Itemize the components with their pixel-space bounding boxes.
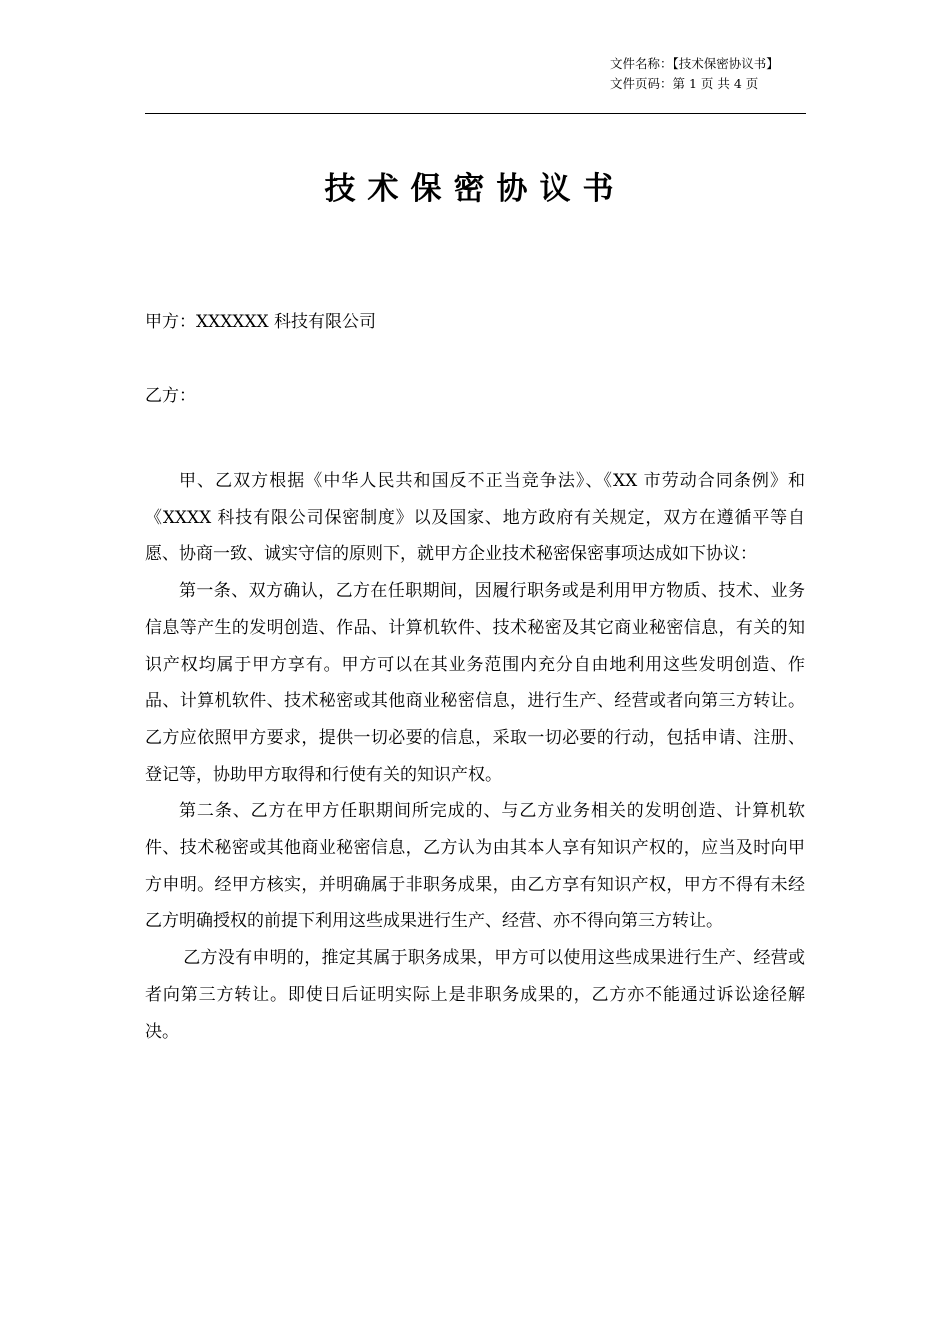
paragraph-article-2-continued: 乙方没有申明的，推定其属于职务成果，甲方可以使用这些成果进行生产、经营或者向第三方转让。即使日后证明实际上是非职务成果的，乙方亦不能通过诉讼途径解决。 bbox=[145, 948, 805, 1042]
header-divider bbox=[145, 113, 806, 114]
party-a-line: 甲方：XXXXXX 科技有限公司 bbox=[145, 312, 377, 332]
document-body bbox=[145, 463, 805, 1050]
paragraph-article-1: 第一条、双方确认，乙方在任职期间，因履行职务或是利用甲方物质、技术、业务信息等产生的发明创造、作品、计算机软件、技术秘密及其它商业秘密信息，有关的知识产权均属于甲方享有。甲方可以在其业务范围内充分自由地利用这些发明创造、作品、计算机软件、技术秘密或其他商业秘密信息，进行生产、经营或者向第三方转让。乙方应依照甲方要求，提供一切必要的信息，采取一切必要的行动，包括申请、注册、登记等，协助甲方取得和行使有关的知识产权。 bbox=[145, 581, 805, 785]
document-title: 技术保密协议书 bbox=[324, 171, 626, 207]
paragraph-article-2: 第二条、乙方在甲方任职期间所完成的、与乙方业务相关的发明创造、计算机软件、技术秘密或其他商业秘密信息，乙方认为由其本人享有知识产权的，应当及时向甲方申明。经甲方核实，并明确属于非职务成果，由乙方享有知识产权，甲方不得有未经乙方明确授权的前提下利用这些成果进行生产、经营、亦不得向第三方转让。 bbox=[145, 801, 805, 932]
header-file-page: 文件页码：第 1 页 共 4 页 bbox=[610, 76, 759, 91]
paragraph-preamble: 甲、乙双方根据《中华人民共和国反不正当竞争法》、《XX 市劳动合同条例》和《XXXX 科技有限公司保密制度》以及国家、地方政府有关规定，双方在遵循平等自愿、协商一致、诚实守信的原则下，就甲方企业技术秘密保密事项达成如下协议： bbox=[145, 471, 805, 565]
party-b-line: 乙方： bbox=[145, 386, 196, 406]
page-header bbox=[405, 54, 805, 94]
header-file-name: 文件名称：【技术保密协议书】 bbox=[610, 56, 779, 71]
